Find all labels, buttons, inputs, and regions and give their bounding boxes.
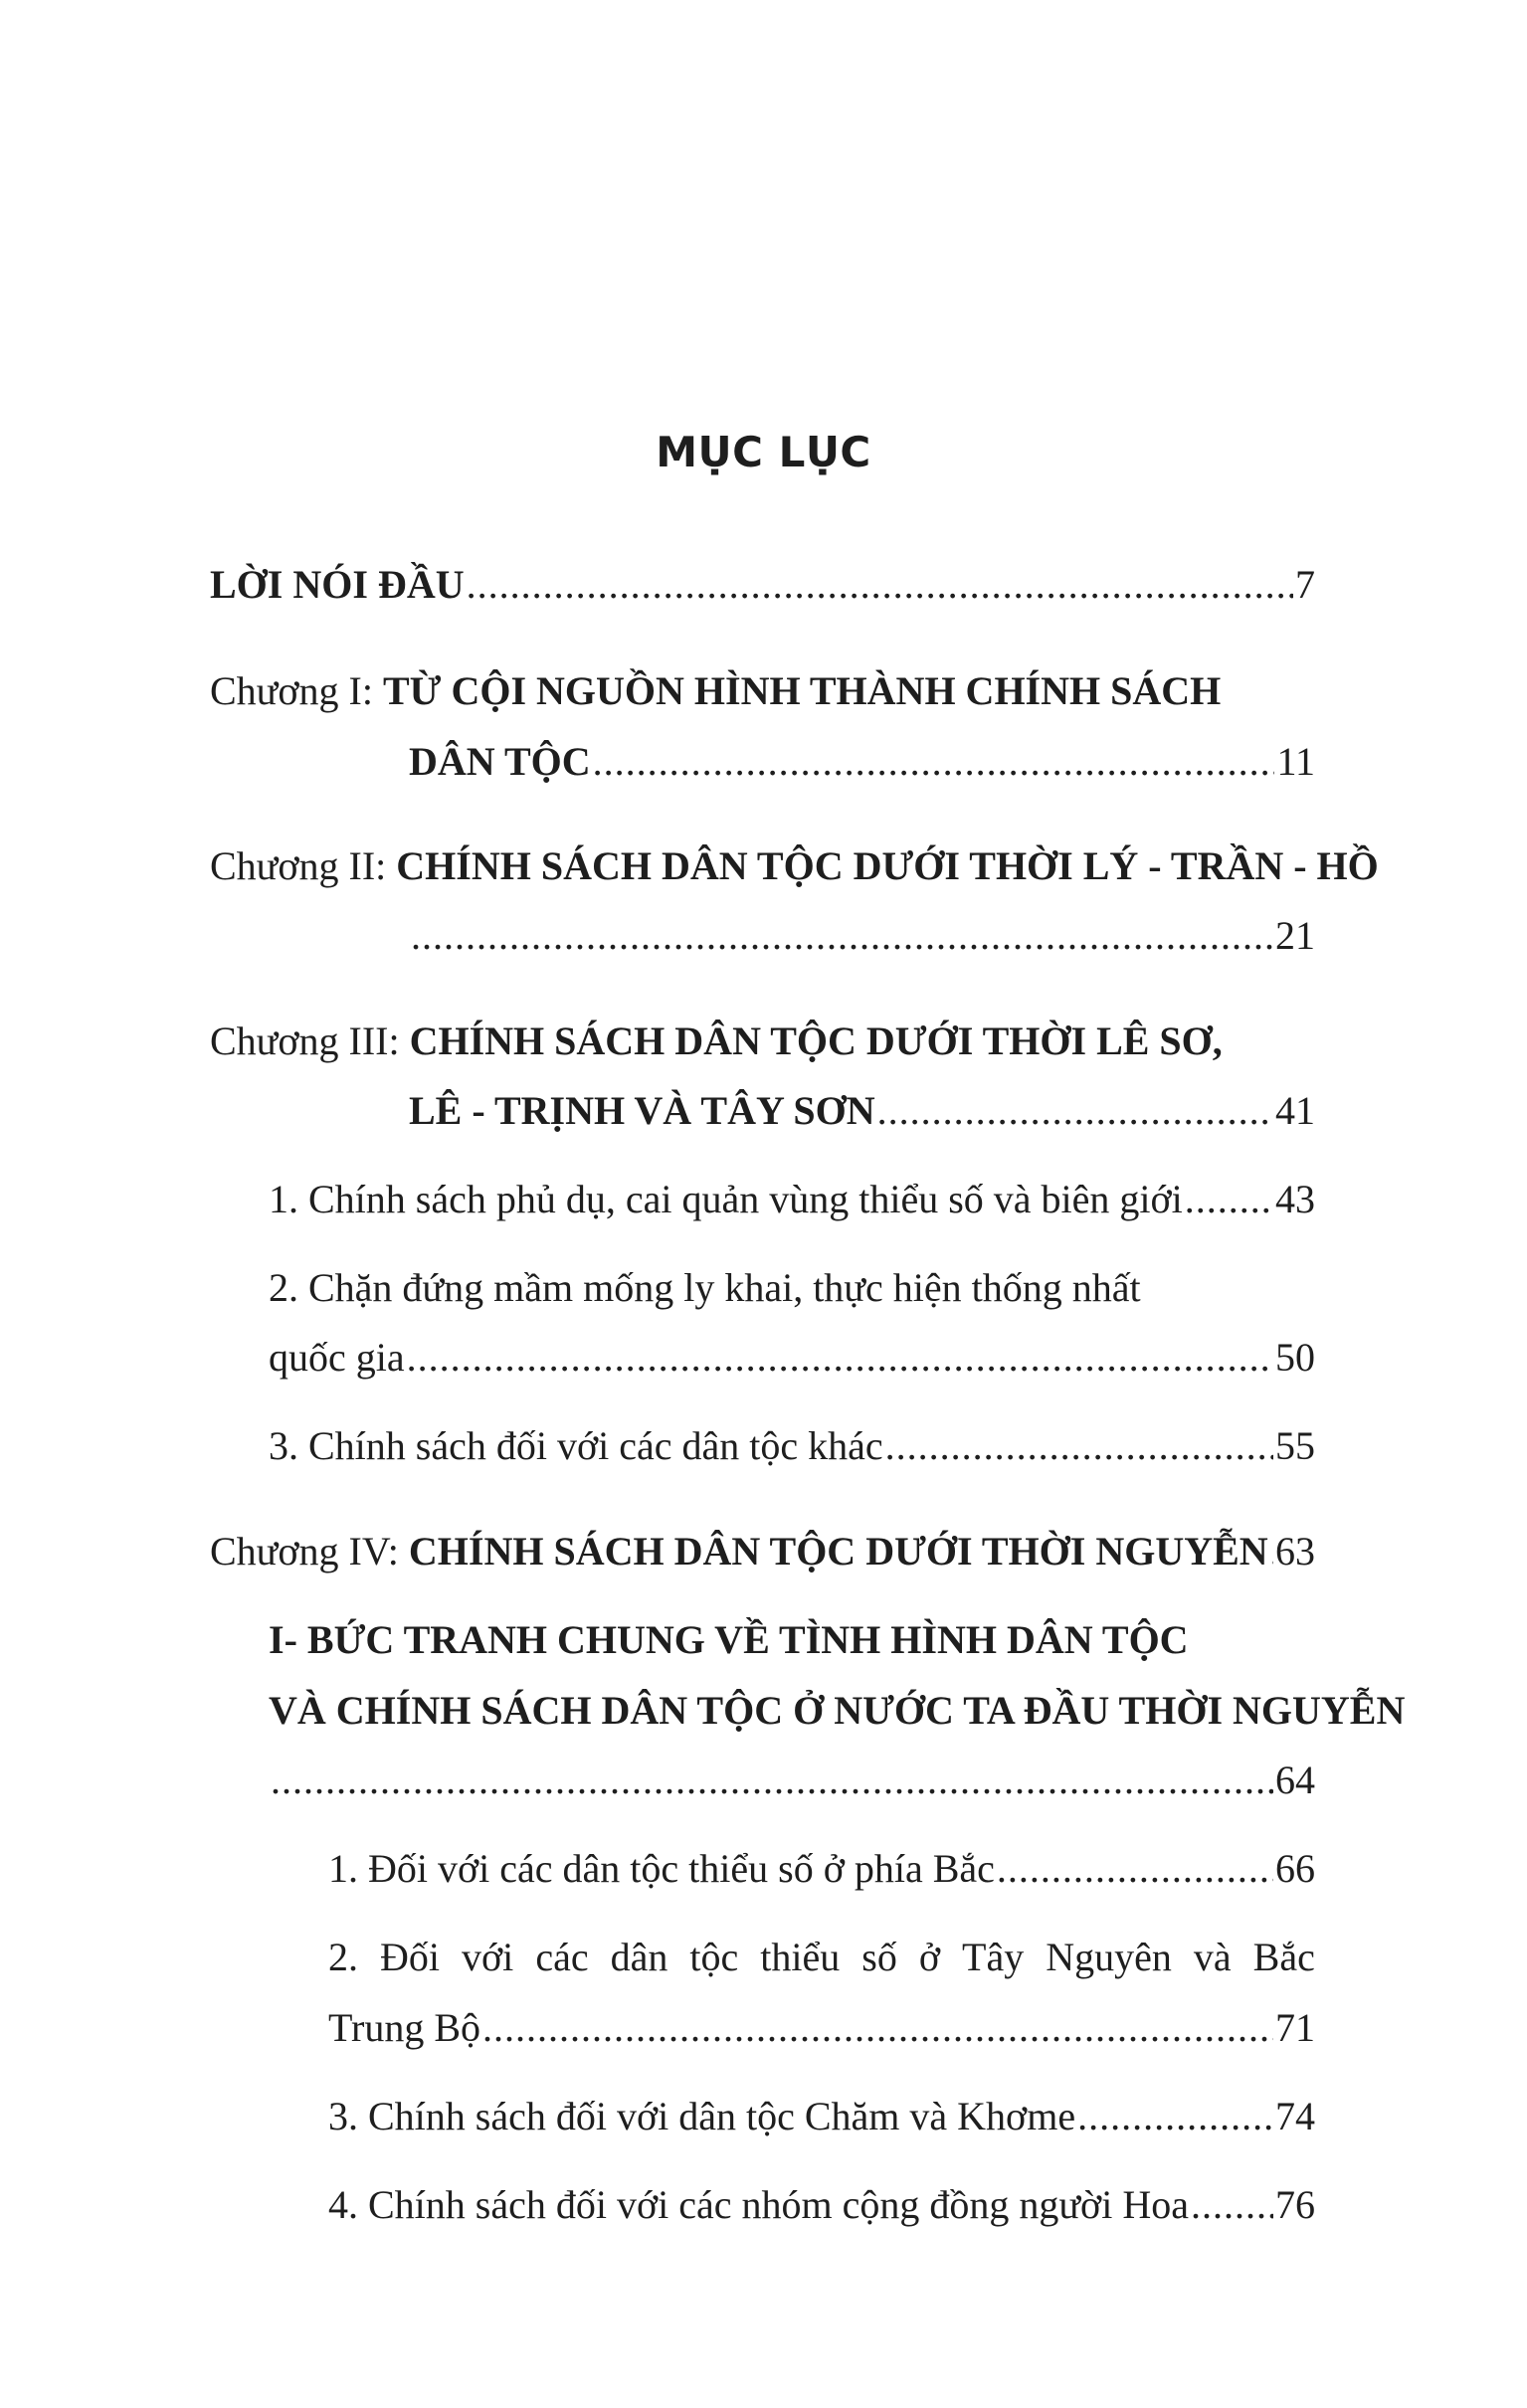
toc-page-number: 63 — [1275, 1529, 1315, 1574]
chapter-prefix: Chương III: — [210, 1019, 410, 1063]
toc-entry-label-continued: quốc gia — [269, 1335, 405, 1380]
toc-entry-subsection-3[interactable] — [328, 2094, 1315, 2138]
toc-page-number: 64 — [1275, 1758, 1315, 1802]
toc-entry-part-I-line-2[interactable] — [269, 1688, 1406, 1733]
toc-entry-chapter-3-line-1[interactable] — [210, 1021, 1223, 1061]
toc-page-number: 71 — [1275, 2005, 1315, 2050]
toc-page-number: 55 — [1275, 1423, 1315, 1468]
word: Nguyên — [1046, 1935, 1172, 1979]
leader-dots — [593, 742, 1275, 782]
leader-dots — [467, 565, 1293, 605]
toc-page-number: 41 — [1275, 1088, 1315, 1133]
word: các — [535, 1935, 589, 1979]
word: Bắc — [1252, 1935, 1315, 1979]
toc-page-number: 43 — [1275, 1177, 1315, 1221]
toc-entry-chapter-3-line-2[interactable] — [409, 1088, 1315, 1133]
word: tộc — [689, 1935, 739, 1979]
leader-dots — [877, 1091, 1273, 1131]
word: Đối — [380, 1935, 441, 1979]
toc-entry-section-3-1[interactable] — [269, 1177, 1315, 1221]
toc-page-number: 74 — [1275, 2094, 1315, 2138]
toc-entry-label-continued: Trung Bộ — [328, 2005, 481, 2050]
toc-page-number: 11 — [1276, 739, 1315, 784]
leader-dots — [407, 1338, 1273, 1378]
toc-entry-section-3-2-line-1[interactable] — [269, 1265, 1141, 1310]
part-title: I- BỨC TRANH CHUNG VỀ TÌNH HÌNH DÂN TỘC — [269, 1617, 1189, 1662]
toc-entry-subsection-1[interactable] — [328, 1846, 1315, 1891]
toc-entry-subsection-2-line-1[interactable] — [328, 1935, 1315, 1979]
toc-page-number: 66 — [1275, 1846, 1315, 1891]
toc-entry-label: LỜI NÓI ĐẦU — [210, 562, 465, 607]
part-title-continued: VÀ CHÍNH SÁCH DÂN TỘC Ở NƯỚC TA ĐẦU THỜI NGUYỄN — [269, 1688, 1406, 1733]
toc-page-number: 7 — [1295, 562, 1315, 607]
leader-dots — [411, 916, 1273, 956]
leader-dots — [997, 1849, 1273, 1889]
word: và — [1193, 1935, 1232, 1979]
toc-entry-label: 1. Đối với các dân tộc thiểu số ở phía Bắc — [328, 1846, 995, 1891]
chapter-title: CHÍNH SÁCH DÂN TỘC DƯỚI THỜI LÊ SƠ, — [409, 1019, 1223, 1063]
chapter-prefix: Chương II: — [210, 843, 397, 888]
toc-entry-chapter-1-line-2[interactable] — [409, 739, 1315, 784]
word: thiểu — [760, 1935, 841, 1979]
toc-page-number: 50 — [1275, 1335, 1315, 1380]
leader-dots — [885, 1426, 1273, 1466]
chapter-title-continued: LÊ - TRỊNH VÀ TÂY SƠN — [409, 1088, 875, 1133]
chapter-prefix: Chương I: — [210, 668, 383, 713]
word: dân — [610, 1935, 668, 1979]
toc-entry-section-3-2-line-2[interactable] — [269, 1335, 1315, 1380]
word: ở — [918, 1935, 941, 1979]
page-title: MỤC LỤC — [656, 428, 871, 476]
toc-entry-label — [210, 1529, 1268, 1574]
chapter-title-continued: DÂN TỘC — [409, 739, 591, 784]
leader-dots — [1270, 1532, 1273, 1572]
word: 2. — [328, 1935, 358, 1979]
toc-entry-chapter-1-line-1[interactable] — [210, 668, 1222, 713]
toc-page-number: 21 — [1275, 913, 1315, 958]
toc-entry-chapter-2-line-1[interactable] — [210, 843, 1379, 888]
toc-entry-part-I-line-3[interactable] — [269, 1760, 1315, 1800]
toc-entry-subsection-4[interactable] — [328, 2182, 1315, 2227]
toc-entry-section-3-3[interactable] — [269, 1423, 1315, 1468]
word: số — [861, 1935, 897, 1979]
word: với — [462, 1935, 514, 1979]
toc-entry-part-I-line-1[interactable] — [269, 1617, 1189, 1662]
leader-dots — [1185, 1180, 1273, 1219]
word: Tây — [962, 1935, 1025, 1979]
chapter-prefix: Chương IV: — [210, 1529, 409, 1574]
toc-entry-label: 3. Chính sách đối với các dân tộc khác — [269, 1423, 883, 1468]
toc-entry-chapter-4[interactable] — [210, 1529, 1315, 1574]
toc-entry-label: 2. Chặn đứng mầm mống ly khai, thực hiện thống nhất — [269, 1265, 1141, 1310]
chapter-title: CHÍNH SÁCH DÂN TỘC DƯỚI THỜI NGUYỄN — [408, 1529, 1268, 1574]
toc-entry-label: 1. Chính sách phủ dụ, cai quản vùng thiểu số và biên giới — [269, 1177, 1183, 1221]
toc-entry-label: 3. Chính sách đối với dân tộc Chăm và Khơme — [328, 2094, 1076, 2138]
toc-entry-label: 4. Chính sách đối với các nhóm cộng đồng người Hoa — [328, 2182, 1189, 2227]
toc-entry-chapter-2-line-2[interactable] — [409, 913, 1315, 958]
toc-page-number: 76 — [1275, 2182, 1315, 2227]
leader-dots — [482, 2008, 1273, 2048]
chapter-title: CHÍNH SÁCH DÂN TỘC DƯỚI THỜI LÝ - TRẦN - HỒ — [396, 843, 1379, 888]
chapter-title: TỪ CỘI NGUỒN HÌNH THÀNH CHÍNH SÁCH — [382, 668, 1222, 713]
toc-entry-subsection-2-line-2[interactable] — [328, 2005, 1315, 2050]
toc-entry-loi-noi-dau[interactable] — [210, 562, 1315, 607]
leader-dots — [271, 1760, 1273, 1800]
leader-dots — [1191, 2185, 1273, 2225]
leader-dots — [1077, 2097, 1273, 2136]
